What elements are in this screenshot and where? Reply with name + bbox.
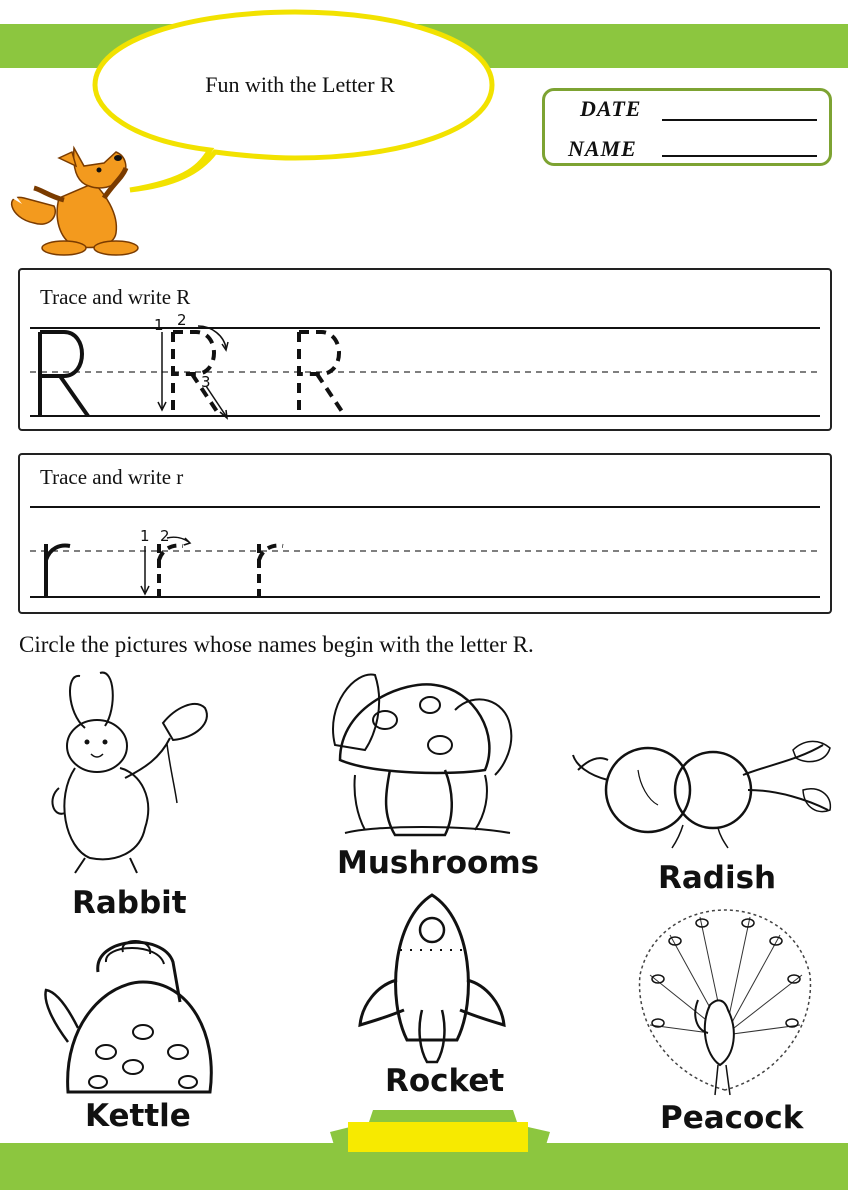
kettle-icon[interactable] — [38, 932, 228, 1112]
rabbit-icon[interactable] — [45, 668, 225, 878]
footer-ribbon — [328, 1105, 558, 1150]
peacock-icon[interactable] — [630, 905, 820, 1105]
fox-icon — [4, 138, 154, 258]
label-kettle: Kettle — [85, 1098, 191, 1134]
rocket-icon[interactable] — [352, 890, 512, 1065]
mushrooms-icon[interactable] — [315, 665, 525, 845]
name-field[interactable] — [662, 155, 817, 157]
trace-upper-title: Trace and write R — [40, 285, 191, 309]
lower-step-1: 1 — [140, 527, 150, 545]
lower-r-trace-2[interactable] — [245, 530, 305, 600]
name-label: NAME — [568, 136, 637, 161]
upper-r-trace[interactable] — [150, 316, 270, 416]
instructions: Circle the pictures whose names begin with the letter R. — [19, 632, 534, 657]
upper-step-2: 2 — [177, 311, 187, 329]
radish-icon[interactable] — [568, 730, 838, 850]
label-radish: Radish — [658, 860, 777, 896]
label-mushrooms: Mushrooms — [337, 845, 540, 881]
upper-r-model — [30, 320, 130, 420]
trace-lower-lines — [0, 453, 848, 614]
label-rocket: Rocket — [385, 1063, 505, 1099]
page-title: Fun with the Letter R — [205, 72, 395, 97]
lower-r-model — [36, 540, 96, 600]
date-field[interactable] — [662, 119, 817, 121]
label-rabbit: Rabbit — [72, 885, 187, 921]
trace-lower-title: Trace and write r — [40, 465, 184, 489]
upper-step-1: 1 — [154, 316, 164, 334]
lower-step-2: 2 — [160, 527, 170, 545]
upper-step-3: 3 — [201, 373, 211, 391]
upper-r-trace-2[interactable] — [285, 316, 385, 416]
date-label: DATE — [580, 96, 642, 121]
label-peacock: Peacock — [660, 1100, 804, 1136]
